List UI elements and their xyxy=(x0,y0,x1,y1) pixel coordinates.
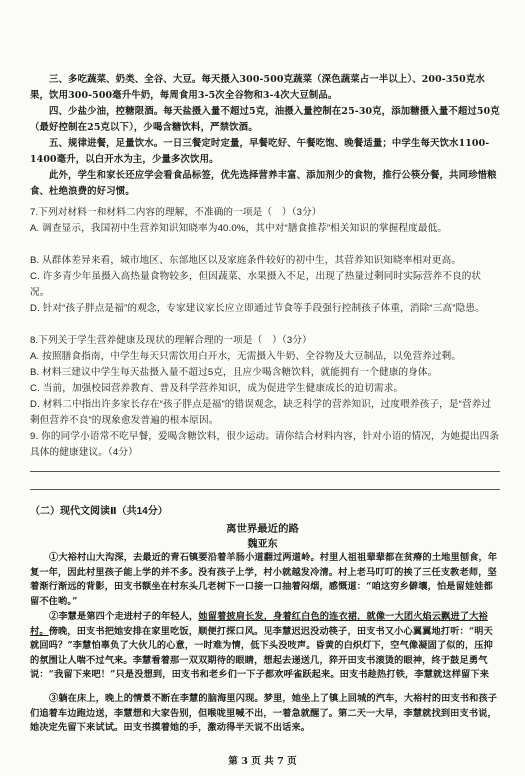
article-paragraph-1: ①大裕村山大沟深，去最近的青石镇要沿着羊肠小道翻过两道岭。村里人祖祖辈辈都在贫瘠的土地里刨食，年复一年，因此村里孩子能上学的并不多。没有孩子上学，村小就越发冷清。村上老马叮叮的挨了三任支教老师，坚着渐行渐远的背影，田支书额坐在村东头几老树下一口接一口抽着闷烟，感慨道：“咱这穷乡僻壤，怕是留娃娃都留不住哟。” xyxy=(30,552,498,607)
article-paragraph-3: ③躺在床上，晚上的情景不断在李慧的脑海里闪现。梦里，她坐上了镇上回城的汽车，大裕村的田支书和孩子们追着车边跑边送，李慧想和大家告别，但喉咙里喊不出，一着急就醒了。第二天一大早，李慧就找到田支书说，她决定先留下来试试。田支书摸着她的手，激动得半天说不出话来。 xyxy=(30,693,498,734)
question-9: 9. 你的同学小语常不吃早餐，爱喝含糖饮料，很少运动。请你结合材料内容，针对小语的情况，为她提出四条具体的健康建议。（4分） xyxy=(30,431,500,458)
question-8-option-c: C. 当前，加强校园营养教育、普及科学营养知识，成为促进学生健康成长的迫切需求。 xyxy=(30,383,404,394)
question-8-stem: 8.下列关于学生营养健康及现状的理解合理的一项是（ ）（3分） xyxy=(30,335,312,346)
answer-line-1 xyxy=(30,471,500,472)
guideline-4: 四、少盐少油，控糖限酒。每天盐摄入量不超过5克，油摄入量控制在25-30克，添加糖摄入量不超过50克（最好控制在25克以下），少喝含糖饮料，严禁饮酒。 xyxy=(30,106,500,133)
question-8-option-d: D. 材料二中指出许多家长存在“孩子胖点是福”的错误观念，缺乏科学的营养知识，过度喂养孩子，是“营养过剩但营养不良”的现象愈发普遍的根本原因。 xyxy=(30,399,492,426)
article-title: 离世界最近的路 xyxy=(226,523,299,535)
article-paragraph-2 xyxy=(30,610,500,682)
question-7-option-c: C. 许多青少年虽摄入高热量食物较多，但因蔬菜、水果摄入不足，出现了热量过剩同时实际营养不良的状况。 xyxy=(30,271,482,298)
question-7-option-a: A. 调查显示，我国初中生营养知识知晓率为40.0%，其中对“膳食推荐”相关知识的掌握程度最低。 xyxy=(30,223,448,234)
question-8-option-a: A. 按照膳食指南，中学生每天只需饮用白开水，无需摄入牛奶、全谷物及大豆制品，以免营养过剩。 xyxy=(30,351,462,362)
question-7-stem: 7.下列对材料一和材料二内容的理解，不准确的一项是（ ）（3分） xyxy=(30,207,322,218)
article-author: 魏亚东 xyxy=(247,539,278,550)
section-heading: （二）现代文阅读Ⅱ（共14分） xyxy=(30,506,168,517)
guideline-extra: 此外，学生和家长还应学会看食品标签，优先选择营养丰富、添加剂少的食物，推行公筷分餐，共同珍惜粮食、杜绝浪费的好习惯。 xyxy=(30,170,497,197)
question-8-option-b: B. 材料三建议中学生每天盐摄入量不超过5克，且应少喝含糖饮料，就能拥有一个健康的身体。 xyxy=(30,367,438,378)
paragraph-2-rest: 傍晚，田支书把她安排在家里吃饭，顺便打探口风。见李慧迟迟没动筷子，田支书又小心翼翼地打听：“明天就回吗？”李慧怕辜负了大伙儿的心意，一时难为情，低下头没吱声。昏黄的白炽灯下，空气像凝固了似的，压抑的氛围让人喘不过气来。李慧看着那一双双期待的眼睛，想起去递送几，猝开田支书滚烫的眼神，终于鼓足勇气说：“我留下来吧！”只是没想到，田支书和老乡们一下子都欢呼雀跃起来。田支书趁热打铁，李慧就这样留下来 xyxy=(30,625,493,681)
answer-line-2 xyxy=(30,489,500,490)
question-7-option-d: D. 针对“孩子胖点是福”的观念，专家建议家长应立即通过节食等手段强行控制孩子体重，消除“三高”隐患。 xyxy=(30,303,485,314)
page-number: 第 3 页 共 7 页 xyxy=(228,756,297,767)
question-7-option-b: B. 从群体差异来看，城市地区、东部地区以及家庭条件较好的初中生，其营养知识知晓率相对更高。 xyxy=(30,255,462,266)
guideline-5: 五、规律进餐，足量饮水。一日三餐定时定量，早餐吃好、午餐吃饱、晚餐适量；中学生每天饮水1100-1400毫升，以白开水为主，少量多次饮用。 xyxy=(30,138,490,165)
paragraph-2-lead: ②李慧是第四个走进村子的年轻人， xyxy=(49,611,199,622)
paragraph-2-underlined-sentence: 她留着披肩长发，身着红白色的连衣裙，就像一大团火焰云飘进了大裕村。 xyxy=(30,611,488,637)
guideline-3: 三、多吃蔬菜、奶类、全谷、大豆。每天摄入300-500克蔬菜（深色蔬菜占一半以上）、200-350克水果，饮用300-500毫升牛奶，每周食用3-5次全谷物和3-4次大豆制品。 xyxy=(30,74,485,101)
